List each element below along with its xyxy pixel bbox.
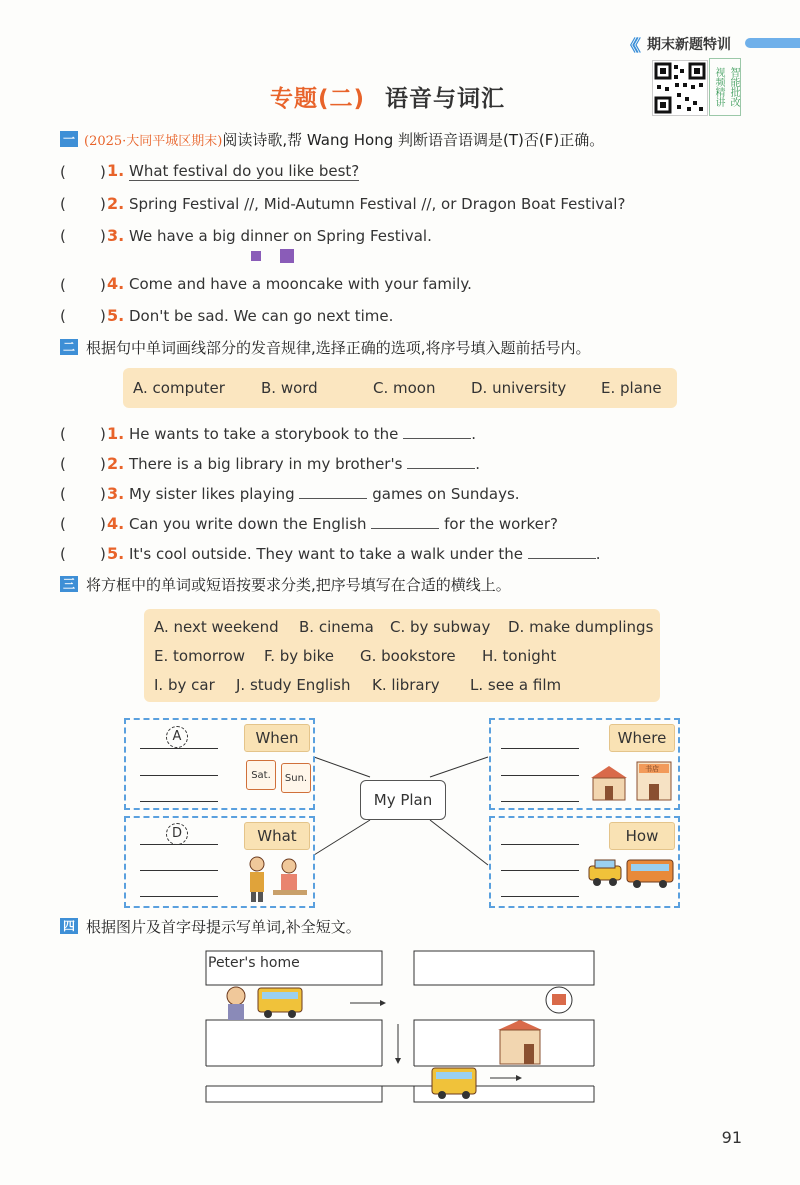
option: E. plane — [601, 379, 662, 397]
answer-paren[interactable]: ( — [60, 163, 66, 181]
answer-paren[interactable]: ( — [60, 195, 66, 213]
answer-paren[interactable]: ( — [60, 425, 66, 443]
page-number: 91 — [721, 1128, 742, 1147]
buildings-icon — [587, 754, 675, 804]
my-plan-center: My Plan — [360, 780, 446, 820]
vehicles-icon — [585, 854, 677, 894]
s2-item2: 2. There is a big library in my brother's . — [107, 454, 480, 473]
example-answer: D — [166, 823, 188, 845]
section4-instruction: 根据图片及首字母提示写单词,补全短文。 — [86, 918, 361, 936]
answer-line[interactable] — [140, 748, 218, 749]
option: B. word — [261, 379, 318, 397]
option: A. computer — [133, 379, 225, 397]
option: D. make dumplings — [508, 618, 654, 636]
where-box — [489, 718, 680, 810]
option: F. by bike — [264, 647, 334, 665]
how-box — [489, 816, 680, 908]
section2-badge: 二 — [60, 339, 78, 355]
s2-item5: 5. It's cool outside. They want to take a walk under the . — [107, 544, 601, 563]
qr-label-col1: 视频精讲 — [713, 67, 724, 107]
section3-instruction: 将方框中的单词或短语按要求分类,把序号填写在合适的横线上。 — [86, 576, 511, 594]
header-arrows-icon: 《《 — [622, 36, 637, 55]
answer-line[interactable] — [501, 870, 579, 871]
s1-item4: 4. Come and have a mooncake with your family. — [107, 274, 472, 293]
answer-line[interactable] — [501, 775, 579, 776]
s1-item1: 1. What festival do you like best? — [107, 161, 360, 180]
series-title: 期末新题特训 — [647, 37, 731, 53]
s2-item4: 4. Can you write down the English for the worker? — [107, 514, 559, 533]
section4-badge: 四 — [60, 918, 78, 934]
option: H. tonight — [482, 647, 557, 665]
section2-instruction: 根据句中单词画线部分的发音规律,选择正确的选项,将序号填入题前括号内。 — [86, 339, 591, 357]
title-part1: 专题(二) — [270, 86, 366, 112]
qr-label-col2: 智能批改 — [728, 67, 739, 107]
answer-line[interactable] — [140, 896, 218, 897]
answer-line[interactable] — [501, 748, 579, 749]
section1-badge: 一 — [60, 131, 78, 147]
option: A. next weekend — [154, 618, 279, 636]
option: G. bookstore — [360, 647, 456, 665]
answer-paren[interactable]: ( — [60, 455, 66, 473]
answer-paren[interactable]: ( — [60, 227, 66, 245]
answer-paren[interactable]: ( — [60, 276, 66, 294]
s2-item1: 1. He wants to take a storybook to the . — [107, 424, 476, 443]
option: D. university — [471, 379, 567, 397]
street-map — [200, 948, 600, 1108]
title-part2: 语音与词汇 — [385, 86, 506, 112]
option: C. moon — [373, 379, 436, 397]
s1-item2: 2. Spring Festival //, Mid-Autumn Festival //, or Dragon Boat Festival? — [107, 194, 626, 213]
section1-source: (2025·大同平城区期末) — [84, 134, 223, 149]
section1-text: 阅读诗歌,帮 Wang Hong 判断语音语调是(T)否(F)正确。 — [222, 131, 605, 149]
answer-line[interactable] — [501, 896, 579, 897]
option: I. by car — [154, 676, 215, 694]
when-box — [124, 718, 315, 810]
answer-paren[interactable]: ( — [60, 515, 66, 533]
kids-activity-icon — [241, 854, 311, 904]
when-label: When — [244, 724, 310, 752]
example-answer: A — [166, 726, 188, 748]
answer-paren[interactable]: ( — [60, 485, 66, 503]
option: E. tomorrow — [154, 647, 246, 665]
shop-sign: 书店 — [645, 765, 659, 773]
section3-badge: 三 — [60, 576, 78, 592]
answer-line[interactable] — [140, 775, 218, 776]
answer-line[interactable] — [140, 870, 218, 871]
answer-line[interactable] — [501, 801, 579, 802]
option: J. study English — [236, 676, 351, 694]
option: K. library — [372, 676, 440, 694]
s2-item3: 3. My sister likes playing games on Sundays. — [107, 484, 520, 503]
map-label: Peter's home — [208, 955, 300, 971]
answer-line[interactable] — [140, 801, 218, 802]
s1-item5: 5. Don't be sad. We can go next time. — [107, 306, 394, 325]
what-box — [124, 816, 315, 908]
calendar-icon: Sun. — [281, 763, 311, 793]
what-label: What — [244, 822, 310, 850]
option: C. by subway — [390, 618, 491, 636]
option: L. see a film — [470, 676, 562, 694]
answer-line[interactable] — [501, 844, 579, 845]
calendar-icon: Sat. — [246, 760, 276, 790]
answer-paren[interactable]: ( — [60, 307, 66, 325]
option: B. cinema — [299, 618, 374, 636]
how-label: How — [609, 822, 675, 850]
s1-item3: 3. We have a big dinner on Spring Festival. — [107, 226, 432, 245]
answer-paren[interactable]: ( — [60, 545, 66, 563]
where-label: Where — [609, 724, 675, 752]
